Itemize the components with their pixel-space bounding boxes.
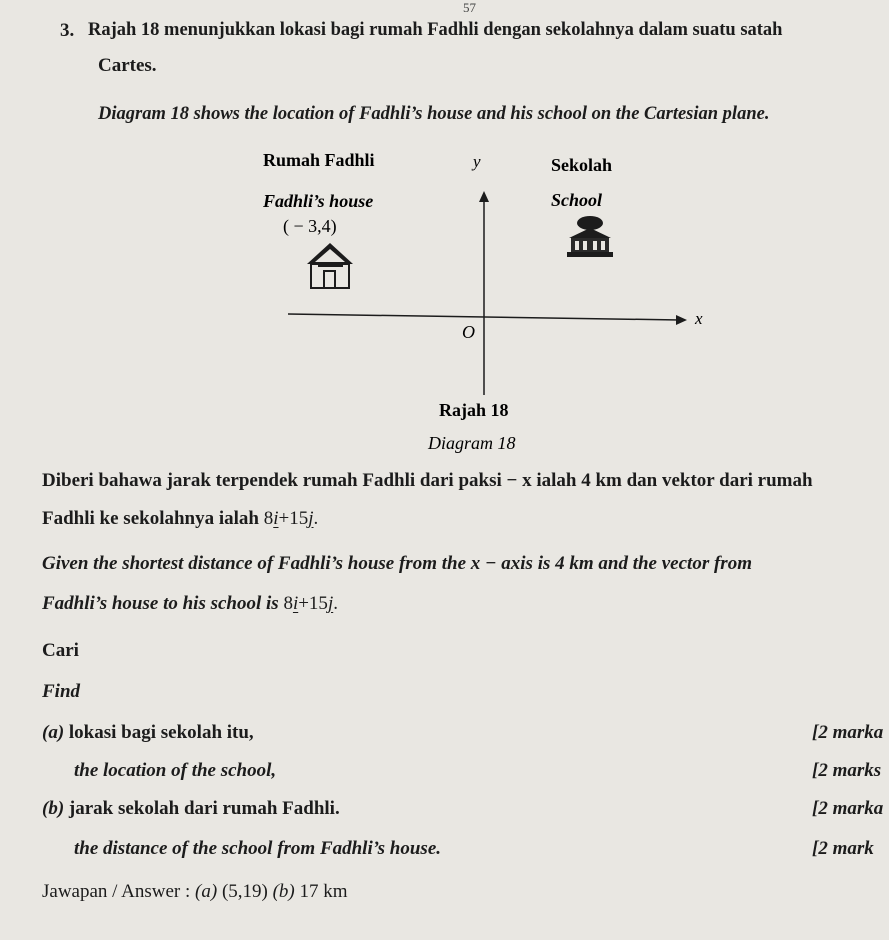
vector-unit-j: j [327, 593, 334, 614]
house-label-english: Fadhli’s house [263, 191, 374, 211]
find-malay: Cari [42, 640, 79, 661]
vector-coefficient-j: +15 [278, 508, 309, 529]
x-axis-arrow [676, 315, 687, 325]
x-axis-label: x [695, 309, 703, 328]
answer-a-value: (5,19) [217, 881, 273, 902]
page-number: 57 [463, 0, 476, 15]
vector-unit-i: i [292, 593, 299, 614]
house-icon [307, 243, 353, 288]
school-label-english: School [551, 190, 603, 210]
question-english: Diagram 18 shows the location of Fadhli’s house and his school on the Cartesian plane. [98, 104, 770, 124]
answer-b-value: 17 km [294, 881, 348, 902]
find-english: Find [42, 681, 81, 702]
vector-unit-j: j [308, 508, 314, 529]
part-a-marks-malay: [2 marka [812, 722, 884, 743]
vector-coefficient-i: 8 [283, 593, 293, 614]
diagram-caption-malay: Rajah 18 [439, 400, 509, 420]
house-label-malay: Rumah Fadhli [263, 150, 375, 170]
vector-end: . [333, 593, 338, 614]
question-number: 3. [60, 20, 75, 41]
given-english-line2-text: Fadhli’s house to his school is [42, 593, 284, 614]
answer-b-label: (b) [272, 881, 295, 902]
question-malay-line1: Rajah 18 menunjukkan lokasi bagi rumah Fadhli dengan sekolahnya dalam suatu satah [88, 20, 783, 40]
part-a-malay [42, 722, 254, 744]
vector-unit-i: i [273, 508, 279, 529]
cartesian-diagram [240, 140, 710, 455]
vector-english [283, 593, 338, 614]
vector-malay [264, 508, 319, 529]
part-b-label: (b) [42, 798, 65, 819]
given-malay-line2-text: Fadhli ke sekolahnya ialah [42, 508, 264, 529]
given-english-line2 [42, 593, 338, 615]
school-label-malay: Sekolah [551, 155, 613, 175]
part-b-malay [42, 798, 340, 820]
y-axis-label: y [473, 152, 481, 171]
part-a-text: lokasi bagi sekolah itu, [64, 722, 254, 743]
vector-end: . [313, 508, 319, 529]
answer-a-label: (a) [195, 881, 218, 902]
house-coordinate: ( − 3,4) [283, 216, 337, 236]
diagram-caption-english: Diagram 18 [428, 433, 516, 453]
question-malay-line2: Cartes. [98, 55, 157, 76]
part-b-english: the distance of the school from Fadhli’s house. [74, 838, 442, 859]
part-b-marks-malay: [2 marka [812, 798, 884, 819]
vector-coefficient-j: +15 [298, 593, 328, 614]
part-b-text: jarak sekolah dari rumah Fadhli. [64, 798, 340, 819]
given-malay-line2 [42, 508, 318, 530]
part-b-marks-english: [2 mark [812, 838, 874, 859]
part-a-label: (a) [42, 722, 65, 743]
school-icon [567, 216, 613, 257]
vector-coefficient-i: 8 [263, 508, 274, 529]
y-axis-arrow [479, 191, 489, 202]
given-malay-line1: Diberi bahawa jarak terpendek rumah Fadhli dari paksi − x ialah 4 km dan vektor dari rumah [42, 470, 813, 491]
origin-label: O [462, 322, 475, 342]
given-english-line1: Given the shortest distance of Fadhli’s house from the x − axis is 4 km and the vector from [42, 553, 752, 574]
part-a-english: the location of the school, [74, 760, 277, 781]
answer-label: Jawapan / Answer : [42, 881, 196, 902]
part-a-marks-english: [2 marks [812, 760, 882, 781]
answer-line [42, 881, 348, 903]
